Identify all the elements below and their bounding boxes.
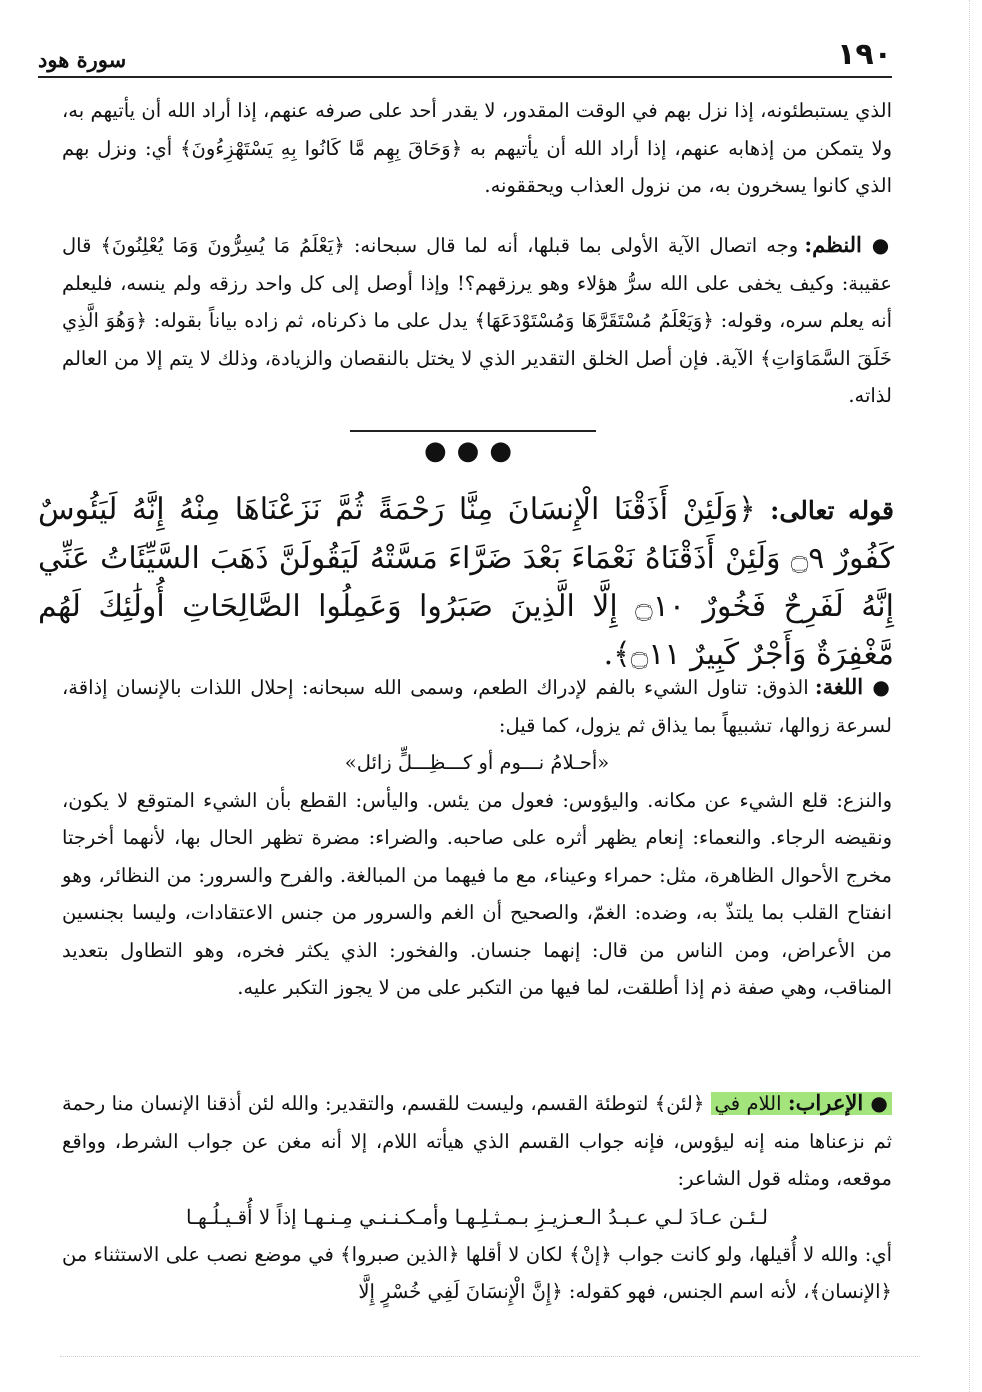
irab-poem: لـئـن عـادَ لـي عـبـدُ الـعـزيـزِ بـمـثـلِـهـا وأمـكـنـنـي مِـنـهـا إذاً لا أُقـيـلُـهـا [186,1204,768,1229]
page-header [38,34,892,78]
nazm-paragraph [62,226,892,415]
lugha-verse-line: «أحـلامُ نـــوم أو كـــظِـــلٍّ زائل» [344,751,610,774]
irab-paragraph-2: أي: والله لا أُقيلها، ولو كانت جواب ﴿إنْ﴾ لكان لا أقلها ﴿الذين صبروا﴾ في موضع نصب على الاستثناء من ﴿الإنسان﴾، لأنه اسم الجنس، فهو كقوله: ﴿إِنَّ الْإِنسَانَ لَفِي خُسْرٍ إِلَّا [62,1242,892,1303]
divider-dots: ●●● [423,436,523,466]
surah-title: سورة هود [38,47,127,72]
nazm-text: وجه اتصال الآية الأولى بما قبلها، أنه لما قال سبحانه: ﴿يَعْلَمُ مَا يُسِرُّونَ وَمَا يُعْلِنُونَ﴾ قال عقيبة: وكيف يخفى على الله سرُّ هؤلاء وهو يرزقهم؟! وإذا أوصل إلى كل واحد رزقه ولم ينسه، فليعلم أنه يعلم سره، وقوله: ﴿وَيَعْلَمُ مُسْتَقَرَّهَا وَمُسْتَوْدَعَهَا﴾ يدل على ما ذكرناه، ثم زاده بياناً بقوله: ﴿وَهُوَ الَّذِي خَلَقَ السَّمَاوَاتِ﴾ الآية. فإن أصل الخلق التقدير الذي لا يختل بالنقصان والزيادة، وذلك لا يتم إلا من العالم لذاته. [62,234,892,407]
intro-paragraph: الذي يستبطئونه، إذا نزل بهم في الوقت المقدور، لا يقدر أحد على صرفه عنهم، إذا أراد الله أن يأتيهم به، ولا يتمكن من إذهابه عنهم، إذا أراد الله أن يأتيهم به ﴿وَحَاقَ بِهِم مَّا كَانُوا بِهِ يَسْتَهْزِءُونَ﴾ أي: ونزل بهم الذي كانوا يسخرون به، من نزول العذاب ويحققونه. [62,99,892,197]
verse-text: ﴿وَلَئِنْ أَذَقْنَا الْإِنسَانَ مِنَّا رَحْمَةً ثُمَّ نَزَعْنَاهَا مِنْهُ إِنَّهُ لَيَئُوسٌ كَفُورٌ ۝٩ وَلَئِنْ أَذَقْنَاهُ نَعْمَاءَ بَعْدَ ضَرَّاءَ مَسَّتْهُ لَيَقُولَنَّ ذَهَبَ السَّيِّئَاتُ عَنِّي إِنَّهُ لَفَرِحٌ فَخُورٌ ۝١٠ إِلَّا الَّذِينَ صَبَرُوا وَعَمِلُوا الصَّالِحَاتِ أُولَٰئِكَ لَهُم مَّغْفِرَةٌ وَأَجْرٌ كَبِيرٌ ۝١١﴾. [38,492,894,672]
quran-verse-block [38,486,894,679]
irab-paragraph [62,1084,892,1198]
lugha-paragraph [62,668,892,744]
irab-heading: الإعراب: [787,1090,864,1115]
bullet-icon: ● [861,233,892,257]
irab-text: ﴿لئن﴾ لتوطئة القسم، وليست للقسم، والتقدير: والله لئن أذقنا الإنسان منا رحمة ثم نزعناها منه إنه ليؤوس، فإنه جواب القسم الذي هيأته اللام، إلا أنه مغن عن جواب الشرط، وواقع موقعه، ومثله قول الشاعر: [62,1092,892,1190]
nazm-section [62,226,892,415]
verse-intro: قوله تعالى: [770,496,894,525]
intro-section [62,92,892,205]
scan-footer-noise [60,1356,920,1367]
lugha-section [62,668,892,1007]
scan-edge [969,0,982,1392]
bullet-icon: ● [863,675,892,699]
divider-line [350,430,596,432]
irab-highlight-text: اللام في [714,1092,788,1115]
section-divider [350,424,596,464]
irab-section [62,1084,892,1311]
irab-highlight [711,1092,892,1115]
bullet-icon: ● [863,1091,888,1115]
lugha-heading: اللغة: [814,674,864,699]
lugha-text: الذوق: تناول الشيء بالفم لإدراك الطعم، وسمى الله سبحانه: إحلال اللذات بالإنسان إذاقة، لسرعة زوالها، تشبيهاً بما يذاق ثم يزول، كما قيل: [62,676,892,737]
nazm-heading: النظم: [804,232,862,257]
lugha-paragraph-2: والنزع: قلع الشيء عن مكانه. واليؤوس: فعول من يئس. واليأس: القطع بأن الشيء المتوقع لا يكون، ونقيضه الرجاء. والنعماء: إنعام يظهر أثره على صاحبه. والضراء: مضرة تظهر الحال بها، لأنهما أخرجتا مخرج الأحوال الظاهرة، مثل: حمراء وعيناء، مع ما فيهما من المبالغة. والفرح والسرور: من النظائر، وهو انفتاح القلب بما يلتذّ به، وضده: الغمّ، والصحيح أن الغم والسرور من جنس الاعتقادات، وليسا بجنسين من الأعراض، ومن الناس من قال: إنهما جنسان. والفخور: الذي يكثر فخره، وهو التطاول بتعديد المناقب، وهي صفة ذم إذا أطلقت، لما فيها من التكبر على من لا يجوز التكبر عليه. [62,788,892,999]
page-number: ١٩٠ [837,37,892,72]
